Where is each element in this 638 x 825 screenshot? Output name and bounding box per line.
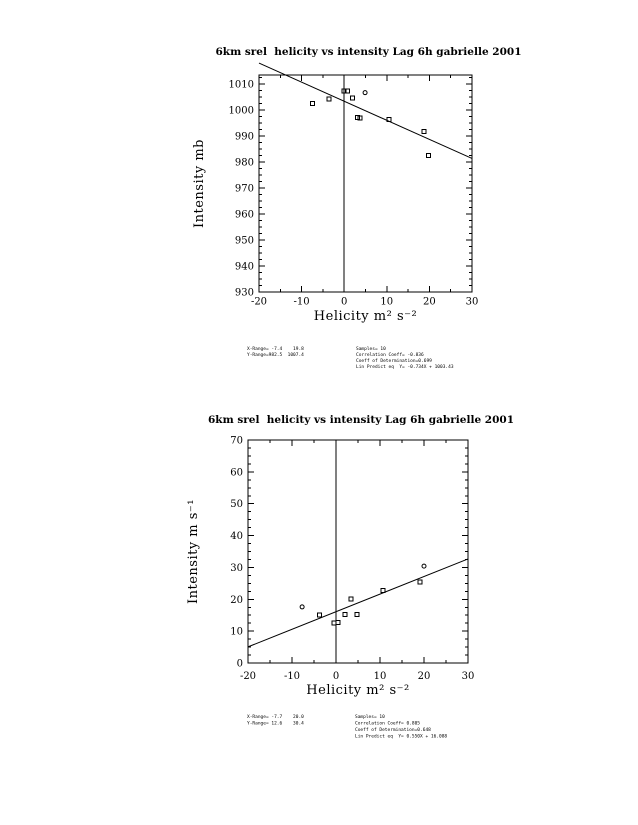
stats-line: Correlation Coeff= 0.805 (355, 721, 421, 727)
data-point (427, 154, 431, 158)
y-tick-label: 10 (230, 626, 243, 638)
y-tick-label: 20 (230, 594, 243, 606)
y-tick-label: 930 (234, 287, 254, 299)
y-tick-label: 940 (234, 261, 254, 273)
data-point (422, 130, 426, 134)
x-tick-label: 20 (417, 671, 431, 682)
stats-line: Lin Predict eq Y= 0.550X + 16.088 (355, 734, 448, 740)
x-tick-label: -20 (250, 296, 268, 308)
x-tick-label: -20 (239, 671, 257, 682)
data-point (422, 564, 426, 568)
y-tick-label: 960 (234, 209, 254, 221)
y-tick-label: 30 (230, 562, 243, 574)
stats-line: Y-Range=982.5 1007.4 (247, 353, 304, 358)
stats-line: Coeff of Determination=0.699 (356, 359, 432, 364)
y-tick-label: 50 (230, 499, 243, 511)
y-tick-label: 950 (234, 235, 254, 247)
y-tick-label: 60 (230, 467, 243, 479)
y-tick-label: 1000 (228, 105, 254, 117)
y-axis-label: Intensity m s⁻¹ (186, 498, 201, 605)
y-axis-label: Intensity mb (192, 139, 207, 228)
stats-line: Samples= 10 (355, 715, 385, 720)
stats-line: Coeff of Determination=0.648 (355, 728, 431, 733)
y-tick-label: 40 (230, 531, 243, 543)
stats-line: Samples= 10 (356, 347, 386, 352)
y-tick-label: 1010 (228, 79, 254, 91)
x-tick-label: 30 (461, 671, 475, 682)
x-axis-label: Helicity m² s⁻² (306, 683, 410, 698)
x-tick-label: 10 (373, 671, 387, 682)
scatter-chart-top (192, 46, 522, 370)
x-tick-label: 30 (465, 296, 479, 308)
data-point (351, 96, 355, 100)
data-point (343, 613, 347, 617)
data-point (317, 613, 321, 617)
stats-line: X-Range= -7.7 20.0 (247, 715, 304, 720)
data-point (336, 621, 340, 625)
y-tick-label: 990 (234, 131, 254, 143)
data-point (355, 613, 359, 617)
x-tick-label: -10 (293, 296, 310, 308)
chart-title: 6km srel helicity vs intensity Lag 6h gabrielle 2001 (207, 414, 515, 426)
y-tick-label: 0 (236, 658, 243, 670)
x-tick-label: -10 (283, 671, 301, 682)
data-point (363, 91, 367, 95)
y-tick-label: 970 (234, 183, 254, 195)
stats-line: X-Range= -7.4 19.8 (247, 347, 304, 352)
y-tick-label: 70 (230, 435, 243, 447)
data-point (418, 580, 422, 584)
axis-box (259, 75, 472, 292)
data-point (300, 605, 304, 609)
data-point (311, 102, 315, 106)
y-tick-label: 980 (234, 157, 254, 169)
stats-line: Y-Range= 12.6 30.4 (247, 721, 304, 727)
x-axis-label: Helicity m² s⁻² (313, 309, 418, 324)
fit-line (248, 559, 468, 647)
data-point (327, 97, 331, 101)
stats-line: Correlation Coeff= -0.836 (356, 353, 424, 358)
scatter-chart-bottom (186, 414, 514, 740)
data-point (381, 588, 385, 592)
chart-title: 6km srel helicity vs intensity Lag 6h gabrielle 2001 (215, 46, 522, 58)
x-tick-label: 20 (423, 296, 436, 308)
x-tick-label: 0 (332, 671, 340, 682)
x-tick-label: 10 (380, 296, 394, 308)
x-tick-label: 0 (341, 296, 348, 308)
data-point (349, 597, 353, 601)
stats-line: Lin Predict eq Y= -0.734X + 1003.43 (356, 365, 454, 370)
axis-box (248, 440, 468, 663)
